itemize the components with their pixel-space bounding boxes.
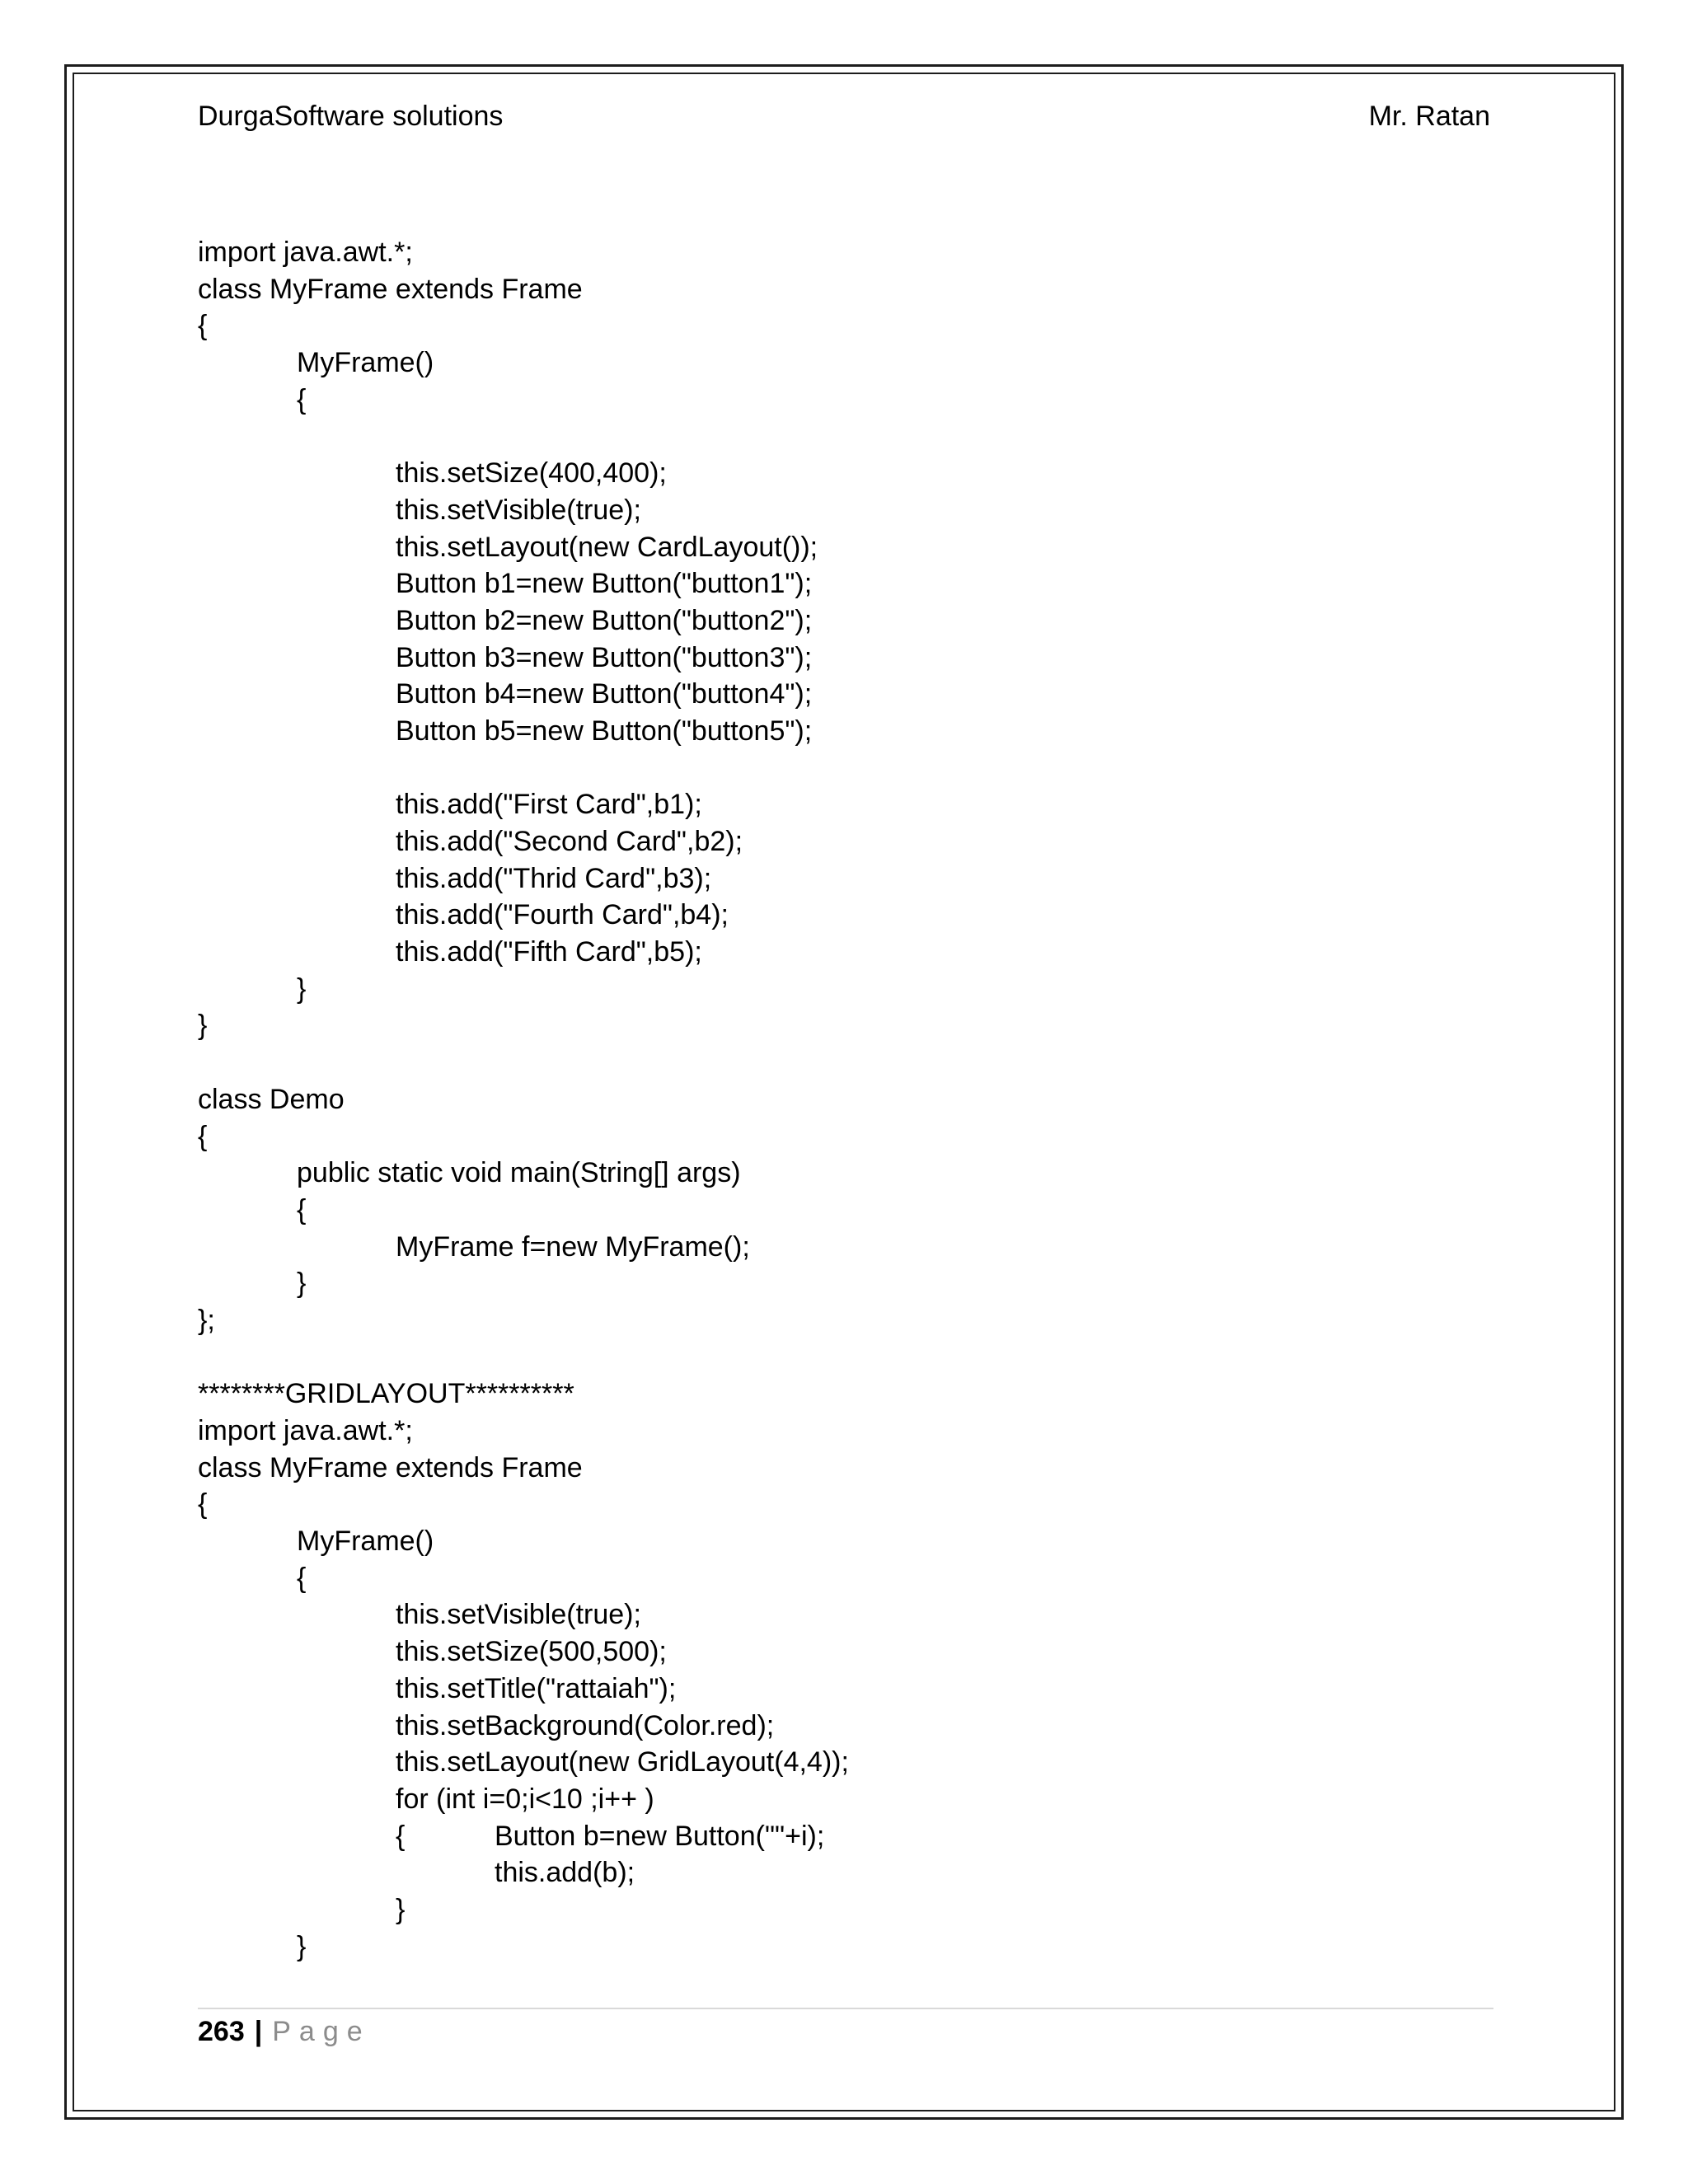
code-line [198, 382, 1484, 419]
code-text: this.setLayout(new CardLayout()); [396, 531, 818, 563]
code-line [198, 1044, 1484, 1081]
code-text: this.add(b); [495, 1857, 635, 1889]
code-text: this.setVisible(true); [396, 494, 641, 526]
code-line [198, 1523, 1484, 1560]
page-label: Page [272, 2016, 371, 2047]
code-text: } [297, 1930, 307, 1962]
code-text: { [198, 310, 208, 342]
code-text: MyFrame f=new MyFrame(); [396, 1230, 750, 1263]
page-footer [198, 2012, 371, 2051]
code-line [198, 455, 1484, 492]
code-text: ********GRIDLAYOUT********** [198, 1378, 574, 1410]
code-text: Button b2=new Button("button2"); [396, 604, 813, 636]
code-line [198, 786, 1484, 823]
code-text: { [297, 383, 307, 415]
code-text: { [297, 1562, 307, 1594]
code-line [198, 860, 1484, 898]
code-line [198, 1671, 1484, 1708]
code-line [198, 1486, 1484, 1523]
code-text: this.add("Thrid Card",b3); [396, 862, 712, 894]
code-line [198, 750, 1484, 787]
code-line [198, 1450, 1484, 1487]
code-text: this.setBackground(Color.red); [396, 1709, 775, 1741]
code-line [198, 1192, 1484, 1229]
code-line [198, 1376, 1484, 1413]
code-text: this.add("Second Card",b2); [396, 826, 743, 857]
code-text: public static void main(String[] args) [297, 1157, 741, 1189]
code-text: this.setTitle("rattaiah"); [396, 1672, 677, 1704]
footer-divider [198, 2008, 1493, 2009]
code-text: } [396, 1893, 406, 1925]
code-line [198, 971, 1484, 1008]
header-right-text: Mr. Ratan [1368, 101, 1490, 132]
code-text: this.setLayout(new GridLayout(4,4)); [396, 1746, 849, 1779]
code-text: } [297, 1268, 307, 1300]
code-line [198, 1007, 1484, 1044]
code-text: this.add("Fifth Card",b5); [396, 936, 702, 968]
code-line [198, 344, 1484, 382]
code-line [198, 1265, 1484, 1302]
code-line [198, 1081, 1484, 1118]
code-text: }; [198, 1304, 215, 1336]
code-text: import java.awt.*; [198, 237, 413, 268]
code-line [198, 1781, 1484, 1818]
code-line [198, 1854, 1484, 1891]
code-line [198, 1413, 1484, 1450]
code-text: MyFrame() [297, 347, 434, 379]
code-line [198, 307, 1484, 344]
code-text: } [198, 1010, 208, 1042]
footer-separator: | [254, 2016, 263, 2047]
code-line [198, 529, 1484, 566]
code-line [198, 602, 1484, 640]
code-text: Button b3=new Button("button3"); [396, 641, 813, 673]
code-line [198, 1744, 1484, 1781]
header-left-text: DurgaSoftware solutions [198, 101, 504, 132]
code-text: this.setSize(500,500); [396, 1636, 667, 1668]
code-line [198, 1118, 1484, 1155]
code-line [198, 934, 1484, 971]
code-text: { [297, 1193, 307, 1226]
code-text: Button b4=new Button("button4"); [396, 678, 813, 710]
code-text: { [198, 1120, 208, 1152]
code-line [198, 1818, 1484, 1855]
code-line [198, 1929, 1484, 1966]
code-text: Button b=new Button(""+i); [495, 1820, 825, 1852]
code-text: this.add("Fourth Card",b4); [396, 899, 729, 931]
code-line [198, 823, 1484, 860]
code-line [198, 1708, 1484, 1745]
code-line [198, 713, 1484, 750]
code-text: import java.awt.*; [198, 1415, 413, 1446]
code-line [198, 418, 1484, 455]
code-text: this.setSize(400,400); [396, 457, 667, 490]
code-text: Button b1=new Button("button1"); [396, 568, 813, 600]
code-text: } [297, 972, 307, 1005]
code-text: this.setVisible(true); [396, 1599, 641, 1631]
code-line [198, 1155, 1484, 1192]
code-line [198, 271, 1484, 308]
code-text: { [396, 1820, 406, 1852]
code-line [198, 1339, 1484, 1376]
code-text: this.add("First Card",b1); [396, 789, 702, 821]
code-line [198, 1229, 1484, 1266]
code-block [198, 234, 1484, 1965]
code-line [198, 1560, 1484, 1597]
code-line [198, 676, 1484, 713]
code-line [198, 1633, 1484, 1671]
code-line [198, 234, 1484, 271]
code-line [198, 1596, 1484, 1633]
page-number: 263 [198, 2016, 245, 2047]
code-line [198, 1302, 1484, 1339]
code-line [198, 492, 1484, 529]
code-text: class MyFrame extends Frame [198, 273, 583, 305]
code-text: class MyFrame extends Frame [198, 1451, 583, 1483]
code-text: for (int i=0;i<10 ;i++ ) [396, 1783, 654, 1815]
code-text: Button b5=new Button("button5"); [396, 715, 813, 747]
code-line [198, 640, 1484, 677]
code-text: MyFrame() [297, 1526, 434, 1558]
code-line [198, 565, 1484, 602]
code-line [198, 897, 1484, 934]
code-text: { [198, 1488, 208, 1521]
code-line [198, 1891, 1484, 1929]
code-text: class Demo [198, 1083, 345, 1115]
